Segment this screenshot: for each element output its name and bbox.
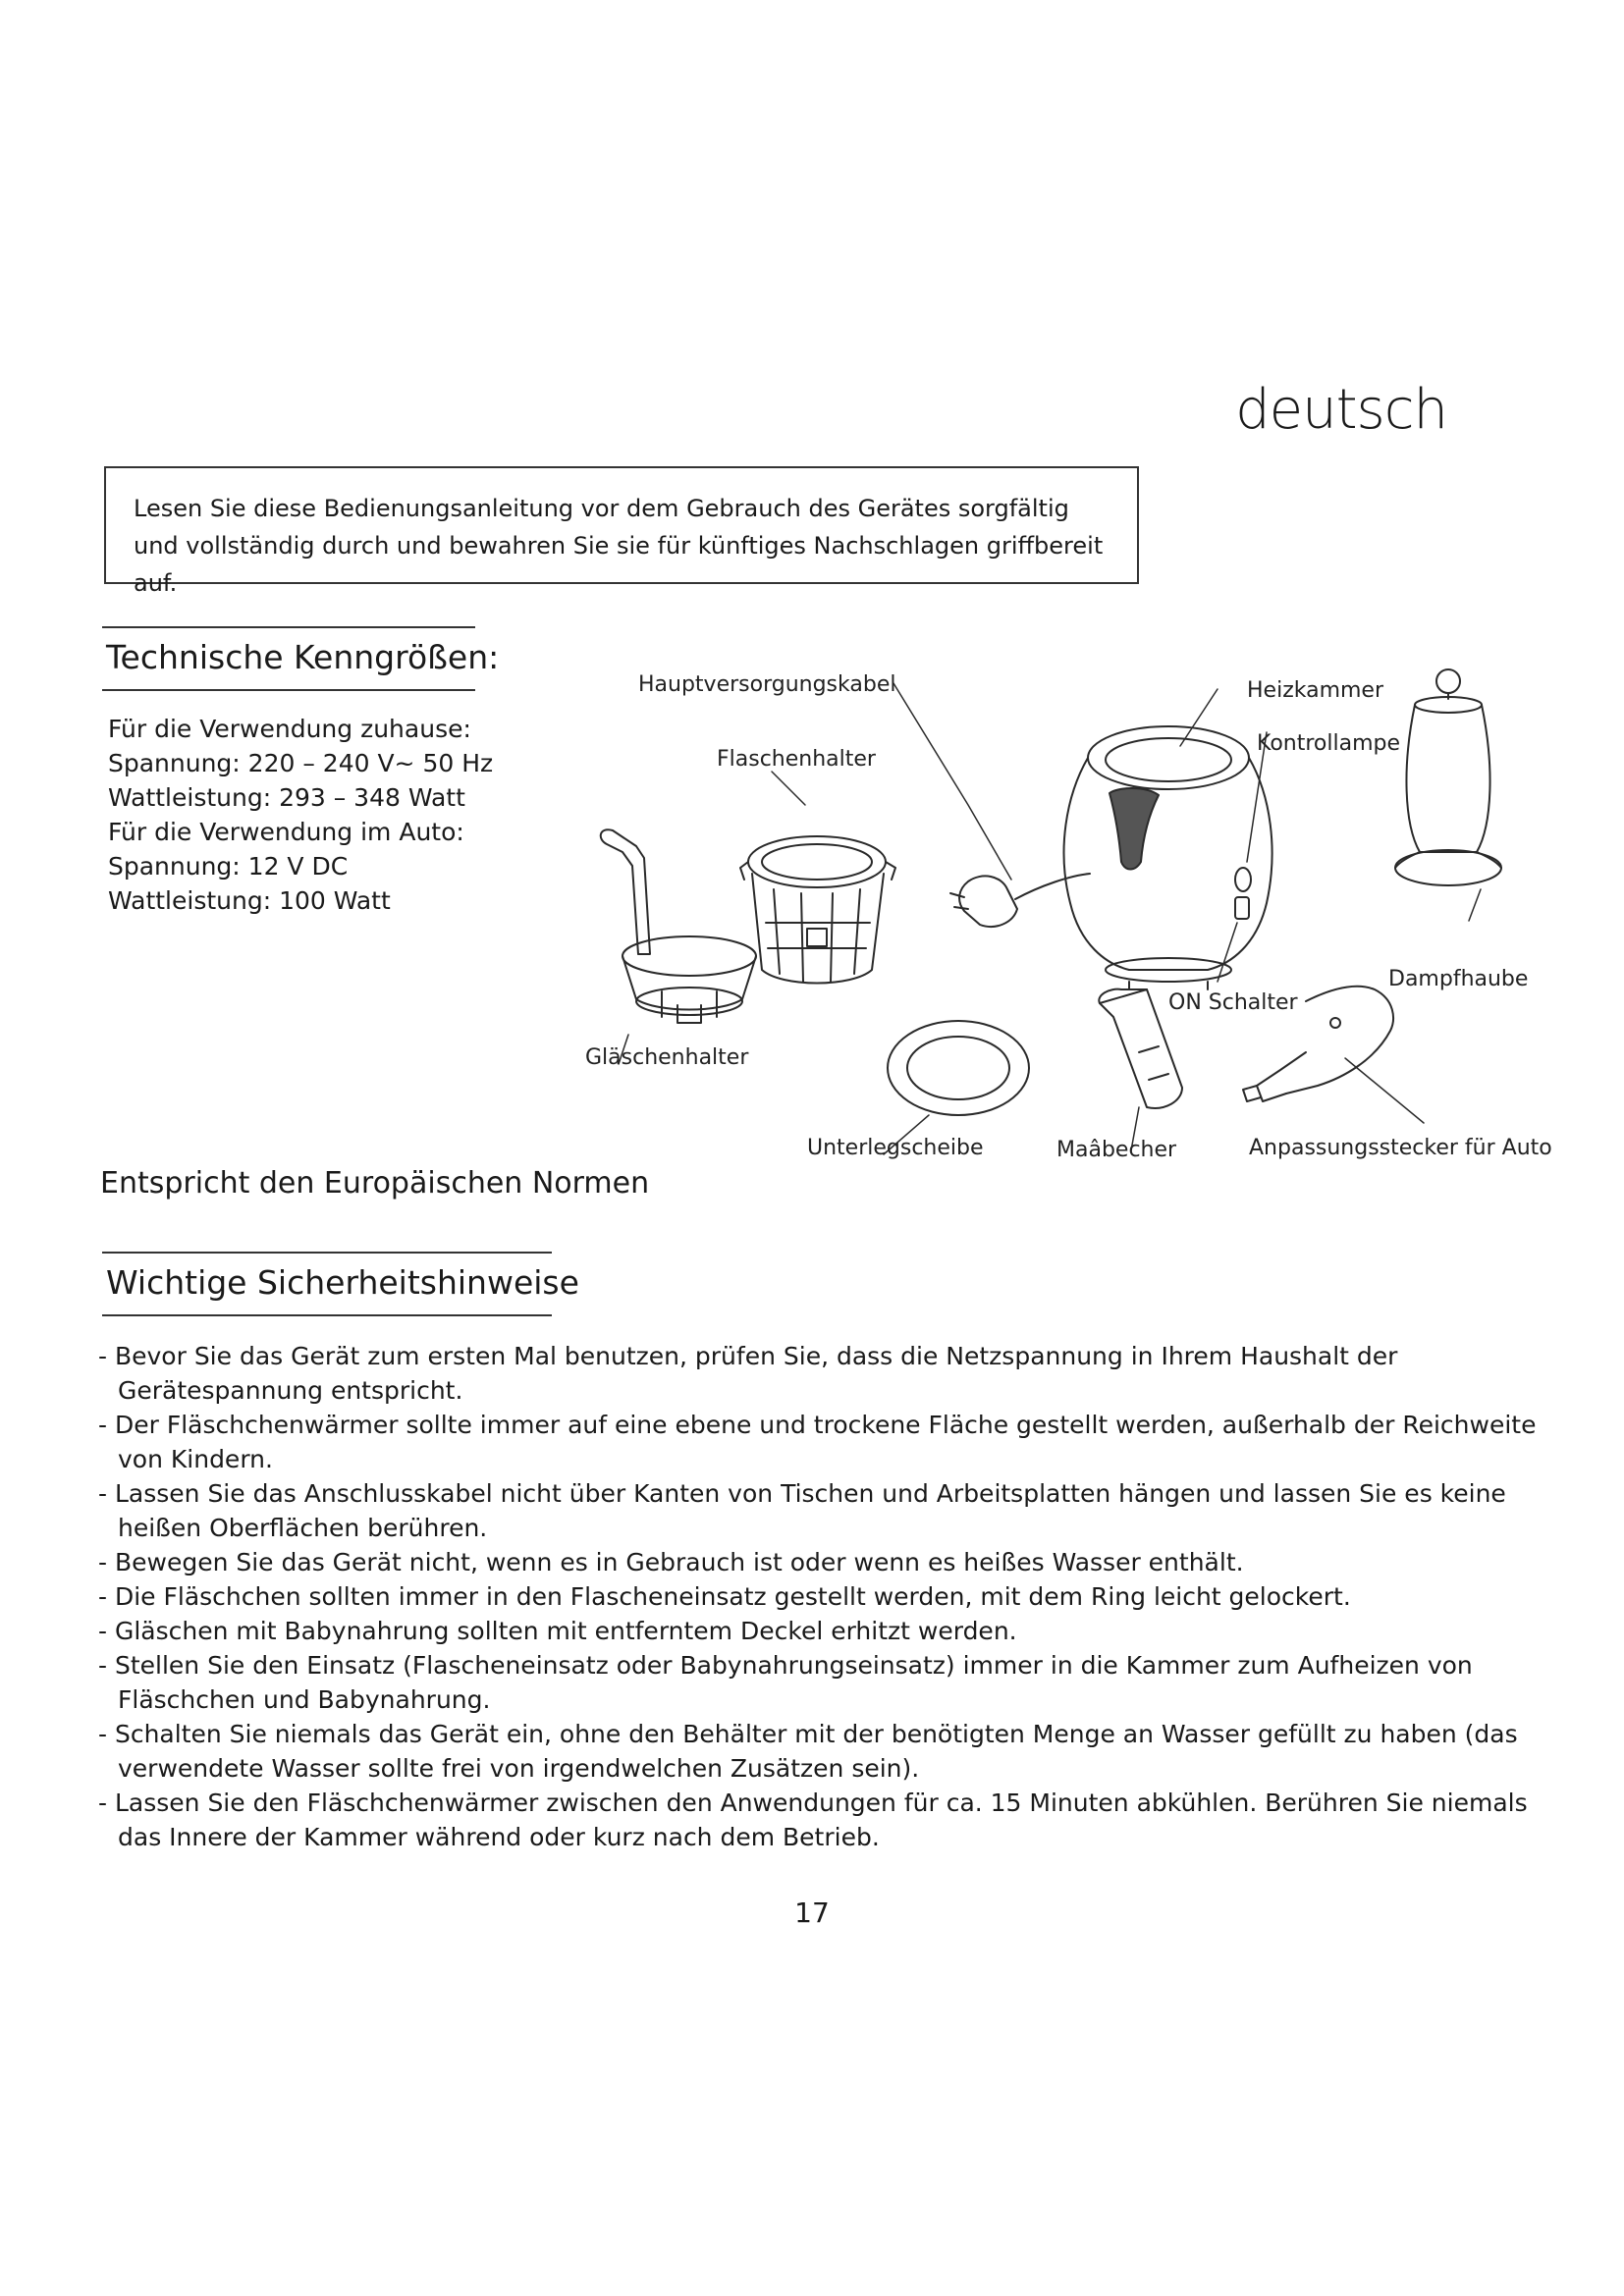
safety-item: - Der Fläschchenwärmer sollte immer auf eine ebene und trockene Fläche gestellt werden, außerhalb der Reichweite von Kindern. xyxy=(98,1411,1537,1473)
label-steam-hood: Dampfhaube xyxy=(1388,967,1529,991)
jar-holder-drawing xyxy=(601,829,756,1023)
product-diagram xyxy=(579,658,1561,1188)
label-measuring-cup: Maâbecher xyxy=(1056,1138,1177,1162)
label-bottle-holder: Flaschenhalter xyxy=(717,747,876,772)
spec-line: Spannung: 12 V DC xyxy=(108,852,349,881)
safety-item: - Bevor Sie das Gerät zum ersten Mal benutzen, prüfen Sie, dass die Netzspannung in Ihrem Haushalt der Gerätespannung entspricht. xyxy=(98,1342,1398,1405)
safety-item: - Stellen Sie den Einsatz (Flascheneinsatz oder Babynahrungseinsatz) immer in die Kammer zum Aufheizen von Fläschchen und Babynahrung. xyxy=(98,1651,1473,1714)
norms-statement: Entspricht den Europäischen Normen xyxy=(100,1166,650,1201)
spec-line: Wattleistung: 100 Watt xyxy=(108,886,391,915)
safety-item: - Lassen Sie den Fläschchenwärmer zwischen den Anwendungen für ca. 15 Minuten abkühlen. Berühren Sie niemals das Innere der Kammer während oder kurz nach dem Betrieb. xyxy=(98,1789,1528,1851)
page-number: 17 xyxy=(794,1896,830,1929)
safety-item: - Gläschen mit Babynahrung sollten mit entferntem Deckel erhitzt werden. xyxy=(98,1617,1017,1645)
spec-line: Für die Verwendung im Auto: xyxy=(108,818,464,846)
safety-item: - Schalten Sie niemals das Gerät ein, ohne den Behälter mit der benötigten Menge an Wasser gefüllt zu haben (das verwendete Wasser sollte frei von irgendwelchen Zusätzen sein). xyxy=(98,1720,1518,1783)
safety-item: - Bewegen Sie das Gerät nicht, wenn es in Gebrauch ist oder wenn es heißes Wasser enthält. xyxy=(98,1548,1244,1576)
label-washer: Unterlegscheibe xyxy=(807,1136,984,1160)
label-car-adapter: Anpassungsstecker für Auto xyxy=(1249,1136,1552,1160)
spec-line: Für die Verwendung zuhause: xyxy=(108,715,471,743)
technical-heading: Technische Kenngrößen: xyxy=(102,626,475,691)
bottle-holder-drawing xyxy=(740,836,895,984)
label-heating-chamber: Heizkammer xyxy=(1247,678,1384,703)
spec-list xyxy=(108,712,493,918)
safety-item: - Lassen Sie das Anschlusskabel nicht über Kanten von Tischen und Arbeitsplatten hängen und lassen Sie es keine heißen Oberflächen berühren. xyxy=(98,1479,1506,1542)
notice-box: Lesen Sie diese Bedienungsanleitung vor dem Gebrauch des Gerätes sorgfältig und vollständig durch und bewahren Sie sie für künftiges Nachschlagen griffbereit auf. xyxy=(104,466,1139,584)
safety-heading: Wichtige Sicherheitshinweise xyxy=(102,1252,552,1316)
spec-line: Wattleistung: 293 – 348 Watt xyxy=(108,783,465,812)
warmer-unit-drawing xyxy=(1064,726,1272,989)
spec-line: Spannung: 220 – 240 V~ 50 Hz xyxy=(108,749,494,777)
label-main-cable: Hauptversorgungskabel xyxy=(638,672,896,697)
label-jar-holder: Gläschenhalter xyxy=(585,1045,749,1070)
label-indicator: Kontrollampe xyxy=(1257,731,1401,756)
label-on-switch: ON Schalter xyxy=(1168,990,1298,1015)
safety-item: - Die Fläschchen sollten immer in den Flascheneinsatz gestellt werden, mit dem Ring leicht gelockert. xyxy=(98,1582,1351,1611)
washer-drawing xyxy=(888,1021,1029,1115)
safety-list xyxy=(98,1339,1551,1854)
language-label: deutsch xyxy=(1235,378,1447,442)
steam-hood-drawing xyxy=(1395,669,1501,885)
